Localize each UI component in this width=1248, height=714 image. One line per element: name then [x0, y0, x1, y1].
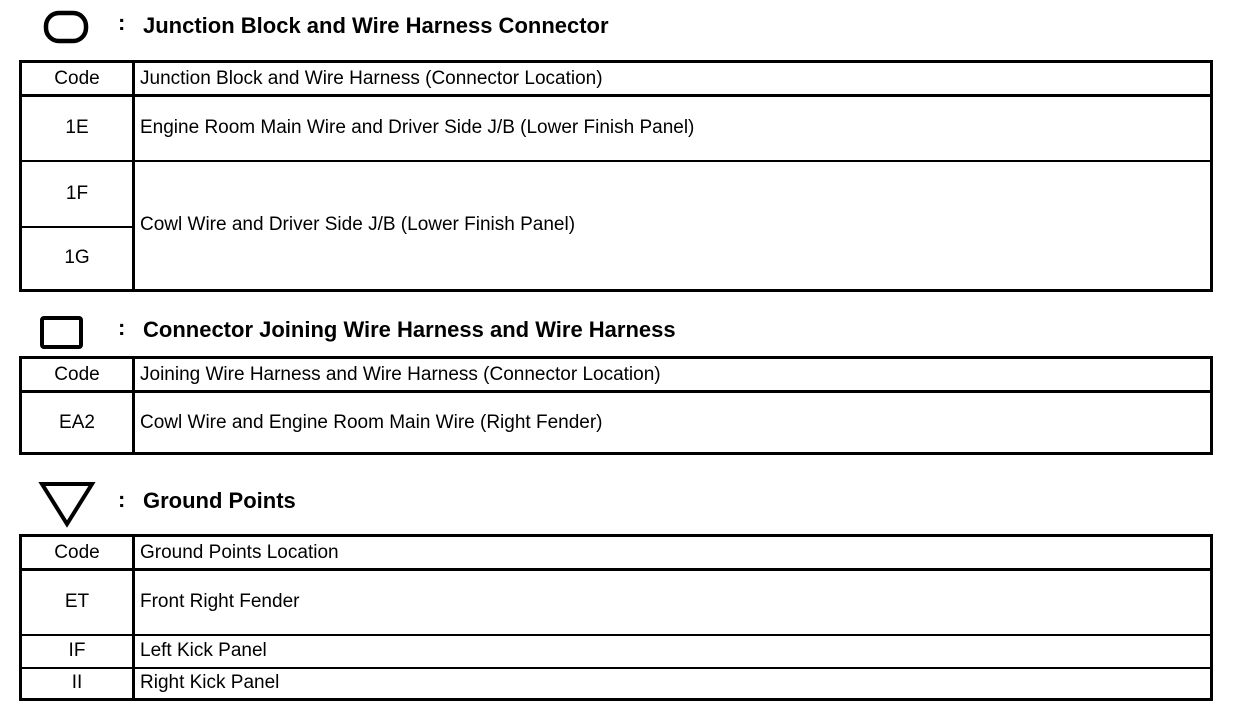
junction-colon: :: [118, 10, 126, 35]
table-row: [21, 668, 1212, 700]
table-row: [21, 161, 1212, 227]
connector-table: [19, 356, 1213, 455]
description-column-header: Joining Wire Harness and Wire Harness (Connector Location): [134, 358, 1212, 392]
row-description: Right Kick Panel: [134, 668, 1212, 700]
code-column-header: Code: [21, 358, 134, 392]
junction-section-header: [0, 6, 1248, 46]
row-code: EA2: [21, 392, 134, 454]
row-description: Engine Room Main Wire and Driver Side J/B (Lower Finish Panel): [134, 96, 1212, 161]
row-description: Cowl Wire and Driver Side J/B (Lower Finish Panel): [134, 161, 1212, 291]
row-code: 1F: [21, 161, 134, 227]
connector-section-header: [0, 312, 1248, 352]
rounded-rectangle-icon: [43, 10, 89, 44]
connector-section-title: Connector Joining Wire Harness and Wire Harness: [143, 317, 676, 342]
row-code: 1G: [21, 227, 134, 291]
code-column-header: Code: [21, 536, 134, 570]
ground-section-header: [0, 478, 1248, 518]
connector-colon: :: [118, 315, 126, 340]
ground-section-title: Ground Points: [143, 488, 296, 513]
table-row: [21, 392, 1212, 454]
table-row: [21, 635, 1212, 668]
table-header-row: [21, 536, 1212, 570]
junction-table: [19, 60, 1213, 292]
description-column-header: Junction Block and Wire Harness (Connector Location): [134, 62, 1212, 96]
row-description: Left Kick Panel: [134, 635, 1212, 668]
ground-table: [19, 534, 1213, 701]
junction-section-title: Junction Block and Wire Harness Connector: [143, 13, 609, 38]
ground-colon: :: [118, 487, 126, 512]
row-code: IF: [21, 635, 134, 668]
rectangle-icon: [39, 315, 85, 351]
table-header-row: [21, 62, 1212, 96]
row-code: 1E: [21, 96, 134, 161]
row-code: II: [21, 668, 134, 700]
description-column-header: Ground Points Location: [134, 536, 1212, 570]
down-triangle-icon: [38, 480, 96, 528]
row-code: ET: [21, 570, 134, 635]
table-header-row: [21, 358, 1212, 392]
code-column-header: Code: [21, 62, 134, 96]
row-description: Front Right Fender: [134, 570, 1212, 635]
row-description: Cowl Wire and Engine Room Main Wire (Right Fender): [134, 392, 1212, 454]
table-row: [21, 570, 1212, 635]
table-row: [21, 96, 1212, 161]
